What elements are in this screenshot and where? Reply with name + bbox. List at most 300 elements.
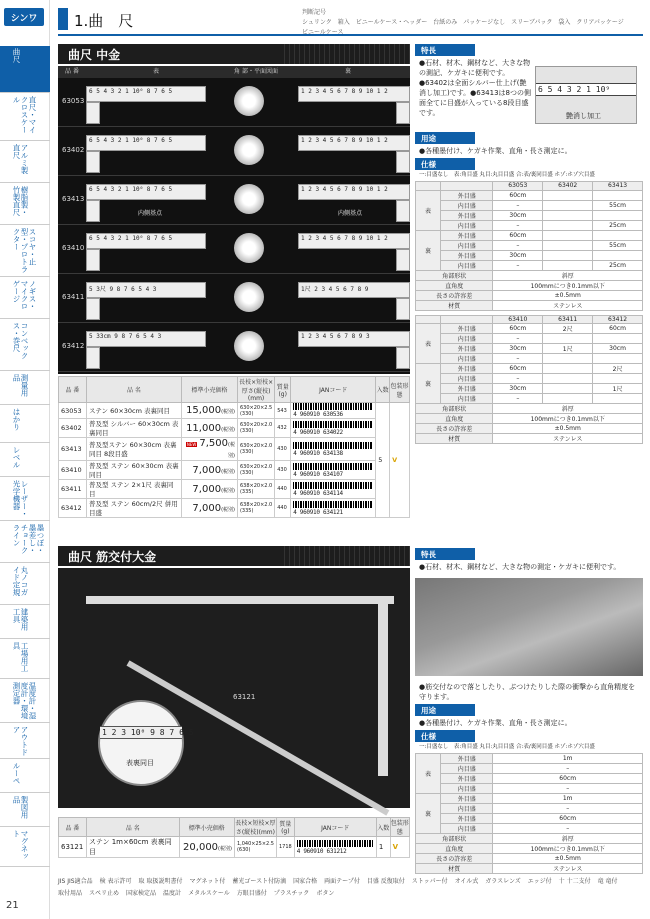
spec-cell: 外目盛 — [441, 210, 493, 220]
row-code: 63402 — [62, 146, 85, 154]
spec-common-value: 100mmにつき0.1mm以下 — [493, 844, 643, 854]
spec-cell: – — [493, 334, 543, 344]
front-scale: 5 3尺 9 8 7 6 5 4 3 — [86, 282, 206, 298]
spec-row — [416, 794, 643, 804]
spec-group: 表 — [416, 324, 441, 364]
spec-cell: 内目盛 — [441, 200, 493, 210]
spec2-table — [415, 753, 643, 874]
spec-group: 表 — [416, 754, 441, 794]
th2-pkg: 包装形態 — [390, 818, 409, 837]
back-scale: 1尺 2 3 4 5 6 7 8 9 — [298, 282, 410, 298]
page-number: 21 — [6, 900, 19, 911]
spec-row — [416, 394, 643, 404]
row-code: 63410 — [62, 244, 85, 252]
jan-number: 4 960910 634121 — [293, 508, 343, 516]
spec-common-row — [416, 864, 643, 874]
features2-text2: ●筋交付なので落としたり、ぶつけたりした際の衝撃から直角精度を守ります。 — [419, 683, 636, 701]
spec-cell: 25cm — [593, 220, 643, 230]
spec-cell: 外目盛 — [441, 794, 493, 804]
spec-common-label: 長さの許容差 — [416, 290, 493, 300]
ruler-row — [58, 225, 410, 274]
spec-head-row — [416, 182, 643, 191]
cell-pkg: V — [390, 403, 410, 518]
cell-jan — [291, 403, 376, 419]
th-jan: JANコード — [291, 377, 376, 403]
ruler-row — [58, 78, 410, 127]
spec-common-row — [416, 290, 643, 300]
cell-jan — [294, 837, 376, 858]
long-arm — [86, 596, 394, 604]
tax-note: (税別) — [228, 442, 235, 459]
section2-decoration — [280, 546, 410, 566]
spec-cell: 内目盛 — [441, 260, 493, 270]
closeup-caption: 艶消し加工 — [566, 112, 601, 120]
sidebar-tab-label: アルミ製直尺 — [12, 144, 29, 174]
cell-name: ステン 60×30cm 表裏同目 — [86, 403, 181, 419]
spec-cell — [543, 240, 593, 250]
spec-cell: 外目盛 — [441, 774, 493, 784]
sidebar-tab-label: レーザー・光学機器 — [12, 480, 29, 518]
ruler-row — [58, 176, 410, 225]
spec-cell: 1尺 — [543, 344, 593, 354]
th2-code: 品 番 — [59, 818, 87, 837]
cell-dims: 630×20×2.0 (330) — [237, 419, 274, 438]
front-leg — [86, 298, 100, 320]
row-code: 63412 — [62, 342, 85, 350]
spec-cell: 外目盛 — [441, 384, 493, 394]
spec-cell: 外目盛 — [441, 754, 493, 764]
spec-common-label: 長さの許容差 — [416, 854, 493, 864]
spec-cell: 内目盛 — [441, 784, 493, 794]
footer-legend-item: 取 取扱説明書付 — [138, 878, 183, 885]
spec-title: 仕様 — [415, 158, 475, 170]
footer-legend-item: プラスチック — [273, 890, 310, 897]
spec-common-value: 斜厚 — [493, 404, 643, 414]
th-name: 品 名 — [86, 377, 181, 403]
cell-price — [182, 419, 238, 438]
cell-code: 63121 — [59, 837, 87, 858]
cell-price — [182, 403, 238, 419]
legend-item: パッケージなし — [463, 19, 506, 26]
th-weight: 質量(g) — [275, 377, 291, 403]
zoom-scale: 1 2 3 10⁰ 9 8 7 6 5 — [102, 728, 194, 737]
brand-logo — [4, 8, 44, 26]
legend-title: 判断記号 — [302, 9, 327, 16]
spec-cell — [543, 364, 593, 374]
spec-cell — [543, 394, 593, 404]
spec-group: 裏 — [416, 794, 441, 834]
sidebar-tab[interactable] — [0, 606, 50, 639]
sidebar-tab[interactable] — [0, 278, 50, 319]
sidebar-tab[interactable] — [0, 320, 50, 371]
spec-cell: – — [493, 784, 643, 794]
spec-cell: 60cm — [493, 814, 643, 824]
cell-price — [182, 461, 238, 480]
sidebar-tab[interactable] — [0, 522, 50, 563]
sidebar-tab-label: 温度計・湿度計・環境測定器 — [12, 682, 37, 720]
sidebar-tab[interactable] — [0, 760, 50, 793]
spec-table-b — [415, 315, 643, 445]
spec-common-value: ±0.5mm — [493, 424, 643, 434]
front-leg — [86, 200, 100, 222]
sidebar-tab[interactable] — [0, 226, 50, 277]
spec-cell — [593, 250, 643, 260]
spec-cell: 1m — [493, 794, 643, 804]
spec-cell: 内目盛 — [441, 804, 493, 814]
back-leg — [396, 347, 410, 369]
cell-code: 63413 — [59, 438, 87, 461]
spec-cell: 30cm — [493, 210, 543, 220]
sidebar-tab[interactable] — [0, 406, 50, 443]
spec-common-value: 斜厚 — [493, 270, 643, 280]
spec-cell: 外目盛 — [441, 364, 493, 374]
spec-row — [416, 784, 643, 794]
th-qty: 入数 — [376, 377, 390, 403]
price-value: 7,000 — [192, 464, 222, 476]
sidebar-tab[interactable] — [0, 372, 50, 405]
packaging-legend — [302, 8, 642, 38]
cell-weight: 430 — [275, 461, 291, 480]
spec-common-value: 100mmにつき0.1mm以下 — [493, 414, 643, 424]
features2-title: 特長 — [415, 548, 475, 560]
spec-code: 63413 — [593, 182, 643, 191]
sidebar-tab[interactable] — [0, 478, 50, 521]
cell-dims: 638×20×2.0 (335) — [237, 499, 274, 518]
spec-cell: 60cm — [493, 774, 643, 784]
section-title-bar — [58, 44, 410, 64]
features-panel-1 — [415, 44, 643, 444]
ruler-row — [58, 274, 410, 323]
image-code: 63121 — [233, 693, 256, 701]
cell-code: 63053 — [59, 403, 87, 419]
cell-code: 63410 — [59, 461, 87, 480]
spec-cell — [543, 354, 593, 364]
back-leg — [396, 298, 410, 320]
table-row — [59, 499, 410, 518]
corner-detail — [234, 331, 264, 361]
sidebar-tab-label: 曲尺 — [12, 48, 21, 63]
usage-photo — [415, 578, 643, 676]
spec-common-row — [416, 844, 643, 854]
back-leg — [396, 249, 410, 271]
sidebar-tab[interactable] — [0, 142, 50, 183]
spec-cell — [543, 210, 593, 220]
spec-cell: 1m — [493, 754, 643, 764]
spec-common-value: ±0.5mm — [493, 854, 643, 864]
cell-weight: 440 — [275, 480, 291, 499]
col-front: 表 — [152, 68, 159, 75]
th-dims: 長枝×短枝×厚さ(縦枝)(mm) — [237, 377, 274, 403]
tax-note: (税別) — [221, 468, 235, 475]
spec-common-label: 角部形状 — [416, 834, 493, 844]
spec-row — [416, 324, 643, 334]
th2-name: 品 名 — [86, 818, 179, 837]
spec-cell: 60cm — [493, 364, 543, 374]
back-scale: 1 2 3 4 5 6 7 8 9 10 1 2 — [298, 184, 410, 200]
spec-cell: 内目盛 — [441, 334, 493, 344]
spec-head-row — [416, 315, 643, 324]
spec-code: 63410 — [493, 315, 543, 324]
cell-price — [182, 480, 238, 499]
legend-item: 箱入 — [337, 19, 350, 26]
spec-group: 裏 — [416, 364, 441, 404]
footer-legend-item: 検 表示許可 — [99, 878, 132, 885]
th2-jan: JANコード — [294, 818, 376, 837]
tax-note: (税別) — [221, 506, 235, 513]
table-row — [59, 461, 410, 480]
inner-origin-note: 内側基点 — [138, 210, 163, 217]
sidebar-tab-label: ノギス・マイクロゲージ — [12, 280, 37, 310]
cell-name: 普及型 ステン 2×1尺 表裏同目 — [86, 480, 181, 499]
spec-common-label: 直角度 — [416, 280, 493, 290]
th2-qty: 入数 — [376, 818, 390, 837]
footer-legend — [58, 876, 643, 900]
spec-cell — [593, 334, 643, 344]
cell-price — [182, 499, 238, 518]
footer-legend-item: ストッパー付 — [411, 878, 448, 885]
spec-cell — [543, 334, 593, 344]
sidebar-tab[interactable] — [0, 724, 50, 759]
spec-common-label: 材質 — [416, 864, 493, 874]
spec-common-label: 長さの許容差 — [416, 424, 493, 434]
spec-common-row — [416, 270, 643, 280]
footer-legend-item: スペリ止め — [89, 890, 120, 897]
cell-dims: 638×20×2.0 (335) — [237, 480, 274, 499]
spec-corner — [416, 182, 441, 191]
th2-dims: 長枝×短枝×厚さ(縦枝)(mm) — [234, 818, 276, 837]
spec-common-row — [416, 414, 643, 424]
spec-common-value: ステンレス — [493, 434, 643, 444]
spec-cell: 30cm — [593, 344, 643, 354]
sidebar-tab-label: 建築用工具 — [12, 608, 29, 631]
spec-cell: – — [493, 374, 543, 384]
footer-legend-item: 十 十二支付 — [558, 878, 591, 885]
spec-cell: 25cm — [593, 260, 643, 270]
spec-common-value: ±0.5mm — [493, 290, 643, 300]
spec-cell: 内目盛 — [441, 764, 493, 774]
cell-weight: 430 — [275, 438, 291, 461]
tax-note: (税別) — [221, 487, 235, 494]
sidebar-tab-label: 樹脂製・竹製直尺 — [12, 186, 29, 216]
sidebar-tab-label: 工場用工具 — [12, 642, 29, 672]
cell-weight: 432 — [275, 419, 291, 438]
th2-weight: 質量(g) — [276, 818, 294, 837]
spec-row — [416, 260, 643, 270]
sidebar-tab[interactable] — [0, 564, 50, 605]
spec-cell: – — [493, 354, 543, 364]
legend-item: シュリンク — [302, 19, 332, 26]
barcode — [293, 403, 373, 410]
cell-jan — [291, 461, 376, 480]
front-scale: 6 5 4 3 2 1 10⁰ 8 7 6 5 — [86, 184, 206, 200]
spec-cell: 内目盛 — [441, 354, 493, 364]
spec-common-value: ステンレス — [493, 864, 643, 874]
table-row — [59, 480, 410, 499]
sidebar-tab[interactable] — [0, 94, 50, 141]
cell-dims: 1,040×25×2.5 (630) — [234, 837, 276, 858]
spec-cell: 外目盛 — [441, 250, 493, 260]
spec2-title: 仕様 — [415, 730, 475, 742]
cell-code: 63412 — [59, 499, 87, 518]
chapter-marker — [58, 8, 68, 30]
spec-row — [416, 804, 643, 814]
spec-group: 裏 — [416, 230, 441, 270]
cell-pkg: V — [390, 837, 409, 858]
sidebar-tab[interactable] — [0, 794, 50, 827]
spec-cell — [593, 190, 643, 200]
features-title: 特長 — [415, 44, 475, 56]
legend-item: 台紙のみ — [433, 19, 458, 26]
spec-group: 表 — [416, 190, 441, 230]
jan-number: 4 960910 634138 — [293, 449, 343, 457]
spec-cell: – — [493, 200, 543, 210]
spec-cell: 55cm — [593, 200, 643, 210]
price-value: 15,000 — [186, 405, 222, 416]
front-leg — [86, 347, 100, 369]
closeup-scale: 6 5 4 3 2 1 10⁹ — [536, 83, 636, 96]
spec-corner — [441, 315, 493, 324]
price-table-2 — [58, 817, 410, 858]
front-scale: 6 5 4 3 2 1 10⁰ 8 7 6 5 — [86, 86, 206, 102]
spec-cell — [593, 354, 643, 364]
col-back: 裏 — [344, 68, 351, 75]
spec-code: 63412 — [593, 315, 643, 324]
sidebar-tab[interactable] — [0, 828, 50, 867]
usage2-title: 用途 — [415, 704, 475, 716]
spec-note: 一:目盛なし 表:角目盛 丸目:丸目目盛 合:表/裏同目盛 ホゾ:ホゾ穴目盛 — [419, 172, 595, 178]
jan-number: 4 960910 631212 — [296, 847, 347, 855]
zoom-label: 表裏同目 — [126, 759, 154, 767]
tax-note: (税別) — [221, 409, 235, 415]
back-scale: 1 2 3 4 5 6 7 8 9 10 1 2 — [298, 233, 410, 249]
brand-text: シンワ — [10, 13, 38, 24]
front-leg — [86, 151, 100, 173]
back-scale: 1 2 3 4 5 6 7 8 9 10 1 2 — [298, 135, 410, 151]
sidebar-tab[interactable] — [0, 46, 50, 93]
spec-cell: 内目盛 — [441, 374, 493, 384]
spec-row — [416, 220, 643, 230]
spec-cell: – — [493, 824, 643, 834]
spec-cell — [543, 200, 593, 210]
cell-price — [179, 837, 234, 858]
ruler-image-table — [58, 78, 410, 374]
cell-name: 普及型 ステン 60cm/2尺 併用目盛 — [86, 499, 181, 518]
jan-number: 4 960910 634022 — [293, 428, 343, 436]
footer-legend-item: ガラスレンズ — [485, 878, 521, 885]
sidebar-tab-label: 測量用品 — [12, 374, 29, 397]
spec-common-label: 材質 — [416, 434, 493, 444]
spec2-note: 一:目盛なし 表:角目盛 丸目:丸目目盛 合:表/裏同目盛 ホゾ:ホゾ穴目盛 — [419, 744, 595, 750]
price-value: 7,500 — [199, 438, 229, 449]
spec-row — [416, 240, 643, 250]
spec-common-value: 斜厚 — [493, 834, 643, 844]
cell-price — [182, 438, 238, 461]
table-row — [59, 837, 410, 858]
spec-row — [416, 190, 643, 200]
section-title: 曲尺 中金 — [68, 48, 121, 62]
footer-legend-item: オイル式 — [454, 878, 479, 885]
short-arm — [378, 596, 388, 776]
corner-detail — [234, 282, 264, 312]
col-corner: 角 部・平面図面 — [234, 68, 278, 75]
legend-item: クリアパッケージ — [576, 19, 624, 26]
legend-item: 袋入 — [558, 19, 571, 26]
spec-cell — [543, 384, 593, 394]
cell-jan — [291, 438, 376, 461]
sidebar-tab[interactable] — [0, 184, 50, 225]
sidebar-tab[interactable] — [0, 444, 50, 477]
price-value: 20,000 — [183, 841, 219, 853]
cell-name: ステン 1m×60cm 表裏同目 — [86, 837, 179, 858]
ruler-row — [58, 323, 410, 372]
cell-dims: 630×20×2.5 (330) — [237, 403, 274, 419]
spec-cell — [593, 374, 643, 384]
front-leg — [86, 249, 100, 271]
jan-number: 4 960910 630536 — [293, 411, 343, 418]
sidebar-tab-label: レベル — [12, 446, 21, 469]
spec-row — [416, 774, 643, 784]
spec-code: 63411 — [543, 315, 593, 324]
cell-jan — [291, 499, 376, 518]
legend-item: ビニールケース — [302, 29, 344, 36]
front-scale: 6 5 4 3 2 1 10⁰ 8 7 6 5 — [86, 135, 206, 151]
corner-detail — [234, 184, 264, 214]
spec-cell: 60cm — [493, 230, 543, 240]
spec-cell — [593, 210, 643, 220]
spec-row — [416, 764, 643, 774]
jan-number: 4 960910 634114 — [293, 489, 343, 497]
spec-cell: – — [493, 260, 543, 270]
sidebar-tab[interactable] — [0, 640, 50, 679]
spec-common-row — [416, 834, 643, 844]
cell-weight: 1718 — [276, 837, 294, 858]
row-code: 63053 — [62, 97, 85, 105]
cell-jan — [291, 419, 376, 438]
spec-code: 63053 — [493, 182, 543, 191]
barcode — [293, 501, 373, 508]
spec-common-row — [416, 424, 643, 434]
spec-cell: 1尺 — [593, 384, 643, 394]
spec-row — [416, 374, 643, 384]
spec-row — [416, 210, 643, 220]
footer-legend-item: 温度計 — [163, 890, 182, 897]
footer-legend-item: 両面テープ付 — [324, 878, 360, 885]
sidebar-tab-label: ルーペ — [12, 762, 21, 785]
sidebar-tab-label: コンベックス・巻尺 — [12, 322, 29, 360]
th-pkg: 包装形態 — [390, 377, 410, 403]
spec-cell: 内目盛 — [441, 394, 493, 404]
spec-cell: – — [493, 394, 543, 404]
spec-cell: 内目盛 — [441, 240, 493, 250]
cell-code: 63402 — [59, 419, 87, 438]
chapter-header — [58, 6, 643, 36]
sidebar-tab[interactable] — [0, 680, 50, 723]
spec-common-row — [416, 434, 643, 444]
sidebar-tab-label: スコヤ・止型・プロトラクター — [12, 228, 37, 273]
brace-square-image — [58, 568, 410, 808]
spec-common-label: 角部形状 — [416, 404, 493, 414]
spec-row — [416, 344, 643, 354]
footer-legend-item: 目盛 反復取付 — [366, 878, 405, 885]
front-scale: 6 5 4 3 2 1 10⁰ 8 7 6 5 — [86, 233, 206, 249]
spec-table-a — [415, 181, 643, 311]
footer-legend-item: ボタン — [316, 890, 335, 897]
cell-name: 普及型 ステン 60×30cm 表裏同目 — [86, 461, 181, 480]
barcode — [293, 482, 373, 489]
corner-detail — [234, 233, 264, 263]
chapter-title: 1.曲 尺 — [74, 12, 134, 30]
image-table-header — [58, 66, 410, 78]
